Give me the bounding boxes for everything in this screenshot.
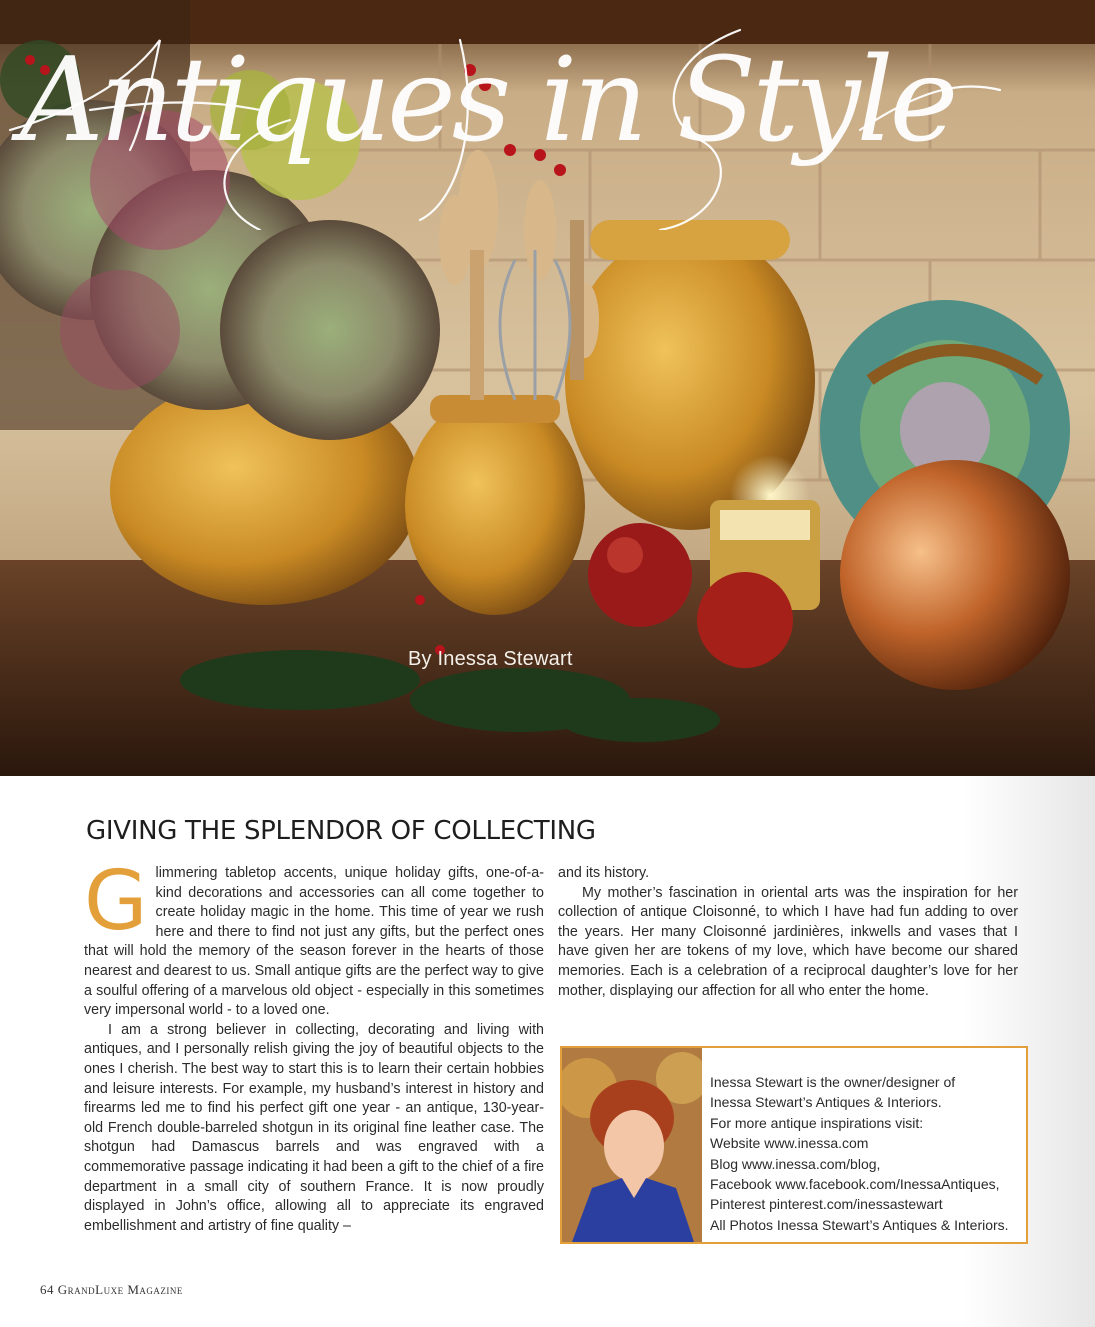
column-left [84,854,544,1236]
bio-line: Inessa Stewart’s Antiques & Interiors. [710,1094,942,1111]
author-box [560,1046,1028,1244]
paragraph-mother: My mother’s fascination in oriental arts was the inspiration for her collection of antique Cloisonné, to which I have had fun adding to over the years. Her many Cloisonné jardinières, inkwells and vases that I have given her are tokens of my love, which have become our shared memories. Each is a celebration of a reciprocal daughter’s love for her mother, displaying our affection for all who enter the home. [558,884,1018,999]
bio-line: For more antique inspirations visit: [710,1114,924,1131]
article-headline: GIVING THE SPLENDOR OF COLLECTING [86,816,596,846]
column-right [558,864,1018,1001]
bio-website[interactable]: Website www.inessa.com [710,1135,869,1152]
paragraph-intro-text: limmering tabletop accents, unique holiday gifts, one-of-a-kind decorations and accessories can all come together to create holiday magic in the home. This time of year we rush here and there to find not just any gifts, but the perfect ones that will hold the memory of the season forever in the hearts of those nearest and dearest to us. Small antique gifts are the perfect way to give a soulful offering of a marvelous old object - especially in this sometimes very impersonal world - to a loved one. [84,865,544,1019]
bio-line: Inessa Stewart is the owner/designer of [710,1074,956,1090]
page-number: 64 [40,1282,54,1297]
title-script [0,0,1020,230]
byline: By Inessa Stewart [408,648,573,670]
drop-cap: G [84,854,148,949]
paragraph-intro [84,854,544,1021]
bio-line: All Photos Inessa Stewart’s Antiques & Interiors. [710,1216,1009,1233]
author-portrait [562,1048,702,1242]
author-bio [710,1072,1028,1235]
title-text: Antiques in Style [20,33,955,168]
bio-blog[interactable]: Blog www.inessa.com/blog, [710,1155,881,1172]
page-folio [40,1282,183,1298]
paragraph-collecting: I am a strong believer in collecting, decorating and living with antiques, and I personally relish giving the joy of beautiful objects to the ones I cherish. The best way to start this is to learn their certain hobbies and leisure interests. For example, my husband’s interest in history and firearms led me to find his perfect gift one year - an antique, 130-year-old French double-barreled shotgun in its original fine leather case. The shotgun had Damascus barrels and was engraved with a commemorative passage indicating it had been a gift to the chief of a fire department in a small city of southern France. It is now proudly displayed in John’s office, allowing all to appreciate its engraved embellishment and artistry of fine quality – [84,1021,544,1234]
magazine-name: GrandLuxe Magazine [57,1282,183,1297]
bio-pinterest[interactable]: Pinterest pinterest.com/inessastewart [710,1196,943,1213]
paragraph-continued: and its history. [558,865,650,881]
bio-facebook[interactable]: Facebook www.facebook.com/InessaAntiques, [710,1176,1000,1193]
